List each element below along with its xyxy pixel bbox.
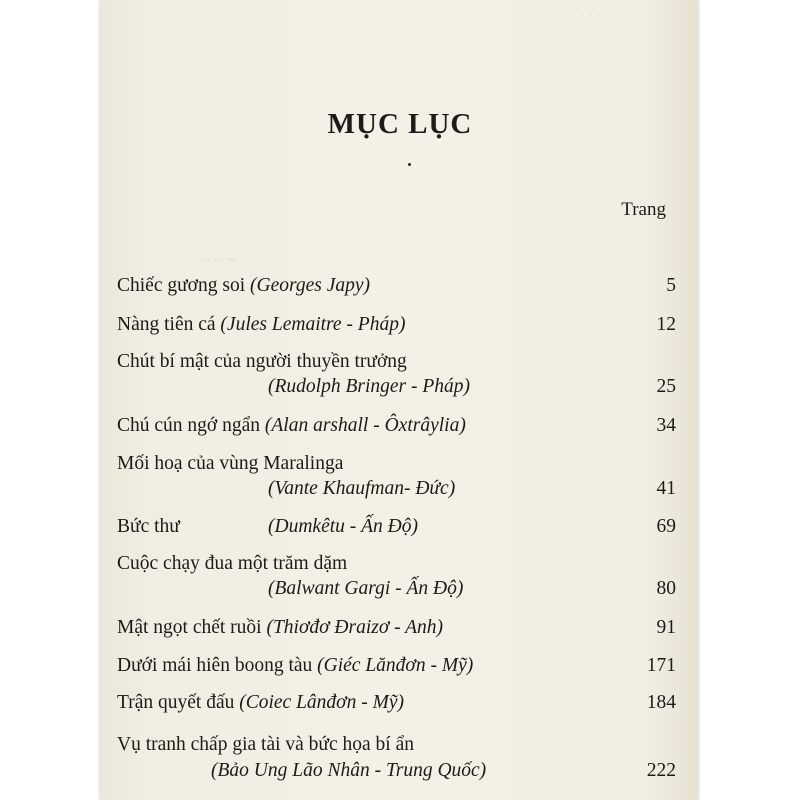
entry-page-number: 80 (656, 578, 676, 599)
toc-entry-author-line (268, 516, 418, 538)
entry-page-number: 171 (646, 655, 676, 676)
toc-entry-author-line (211, 760, 486, 782)
entry-author: (Bảo Ung Lão Nhân - Trung Quốc) (211, 760, 487, 781)
entry-page-number: 184 (646, 692, 676, 713)
toc-entry (117, 275, 370, 297)
separator-dot (408, 163, 411, 166)
entry-title: Mối hoạ của vùng Maralinga (117, 453, 344, 474)
toc-entry-title-line (117, 553, 347, 575)
entry-author: (Jules Lemaitre - Pháp) (220, 314, 406, 335)
toc-entry (117, 314, 405, 336)
entry-author: (Georges Japy) (250, 275, 371, 296)
entry-page-number: 5 (666, 275, 676, 296)
entry-page-number: 222 (646, 760, 676, 781)
toc-entry (117, 617, 443, 639)
entry-title: Cuộc chạy đua một trăm dặm (117, 553, 348, 574)
entry-title: Dưới mái hiên boong tàu (117, 655, 313, 676)
entry-title: Chút bí mật của người thuyền trưởng (117, 351, 407, 372)
entry-author: (Vante Khaufman- Đức) (268, 478, 456, 499)
toc-entry-title-line (117, 734, 414, 756)
entry-title: Nàng tiên cá (117, 314, 216, 335)
entry-author: (Balwant Gargi - Ấn Độ) (268, 578, 464, 599)
page-title: MỤC LỤC (327, 108, 473, 140)
entry-title: Bức thư (117, 516, 180, 537)
entry-title: Trận quyết đấu (117, 692, 235, 713)
entry-author: (Rudolph Bringer - Pháp) (268, 376, 471, 397)
entry-title: Vụ tranh chấp gia tài và bức họa bí ẩn (117, 734, 415, 755)
entry-page-number: 41 (656, 478, 676, 499)
toc-entry-author-line (268, 578, 463, 600)
toc-entry-title-line (117, 453, 343, 475)
entry-page-number: 12 (656, 314, 676, 335)
page-column-label: Trang (621, 199, 666, 220)
toc-entry (117, 692, 404, 714)
entry-author: (Thiơđơ Đraizơ - Anh) (266, 617, 444, 638)
entry-title: Mật ngọt chết ruồi (117, 617, 262, 638)
toc-entry (117, 415, 466, 437)
entry-page-number: 91 (656, 617, 676, 638)
entry-author: (Giéc Lănđơn - Mỹ) (317, 655, 474, 676)
entry-page-number: 34 (656, 415, 676, 436)
toc-entry-title-line (117, 351, 407, 373)
toc-entry-author-line (268, 478, 455, 500)
entry-author: (Dumkêtu - Ấn Độ) (268, 516, 418, 537)
toc-entry (117, 655, 473, 677)
toc-entry-author-line (268, 376, 470, 398)
entry-author: (Alan arshall - Ôxtrâylia) (264, 415, 466, 436)
bleed-through-mark: ~ ~ ~ (200, 250, 237, 269)
entry-title: Chiếc gương soi (117, 275, 246, 296)
entry-page-number: 25 (656, 376, 676, 397)
bleed-through-mark: · · · (580, 6, 602, 25)
toc-entry-title-line (117, 516, 180, 538)
entry-title: Chú cún ngớ ngẩn (117, 415, 261, 436)
entry-author: (Coiec Lânđơn - Mỹ) (239, 692, 404, 713)
entry-page-number: 69 (656, 516, 676, 537)
